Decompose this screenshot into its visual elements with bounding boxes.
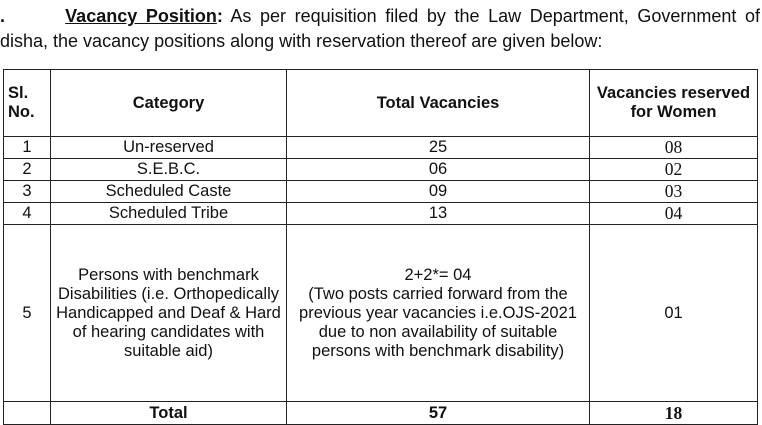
cell-sl-empty: [4, 402, 51, 425]
cell-sl: 1: [4, 137, 51, 159]
cell-sl: 5: [4, 225, 51, 402]
intro-line-2: disha, the vacancy positions along with reservation thereof are given below:: [0, 31, 603, 51]
cell-women: 02: [590, 159, 758, 181]
cell-women: 01: [590, 225, 758, 402]
cell-total: 25: [287, 137, 590, 159]
table-row: [4, 203, 758, 225]
table-row: [4, 225, 758, 402]
table-row: [4, 181, 758, 203]
total-label: Total: [51, 402, 287, 425]
section-heading: Vacancy Position: [65, 6, 217, 26]
cell-category: Scheduled Tribe: [51, 203, 287, 225]
cell-total: [287, 225, 590, 402]
cell-category: Scheduled Caste: [51, 181, 287, 203]
cell-women: 03: [590, 181, 758, 203]
list-bullet: .: [0, 6, 6, 26]
cell-total: 06: [287, 159, 590, 181]
intro-paragraph: [0, 4, 760, 54]
cell-women: 04: [590, 203, 758, 225]
cell-total: 13: [287, 203, 590, 225]
header-category: Category: [51, 70, 287, 137]
table-total-row: [4, 402, 758, 425]
table-row: [4, 159, 758, 181]
cell-category: Un-reserved: [51, 137, 287, 159]
header-women-vacancies: Vacancies reserved for Women: [590, 70, 758, 137]
intro-line-1: [0, 4, 760, 29]
vacancy-table: [3, 69, 758, 425]
cell-category: S.E.B.C.: [51, 159, 287, 181]
intro-text-1: As per requisition filed by the Law Department, Government of: [222, 6, 760, 26]
table-row: [4, 137, 758, 159]
total-note: (Two posts carried forward from the previous year vacancies i.e.OJS-2021 due to non availability of suitable persons with benchmark disability): [299, 284, 577, 360]
total-vacancies-value: 57: [287, 402, 590, 425]
cell-women: 08: [590, 137, 758, 159]
header-sl-no: Sl. No.: [4, 70, 51, 137]
cell-sl: 4: [4, 203, 51, 225]
cell-sl: 2: [4, 159, 51, 181]
total-formula: 2+2*= 04: [404, 265, 472, 284]
total-women-value: 18: [590, 402, 758, 425]
header-total-vacancies: Total Vacancies: [287, 70, 590, 137]
table-header-row: [4, 70, 758, 137]
cell-category: Persons with benchmark Disabilities (i.e. Orthopedically Handicapped and Deaf & Hard of hearing candidates with suitable aid): [51, 225, 287, 402]
cell-total: 09: [287, 181, 590, 203]
cell-sl: 3: [4, 181, 51, 203]
heading-colon: :: [216, 6, 223, 26]
